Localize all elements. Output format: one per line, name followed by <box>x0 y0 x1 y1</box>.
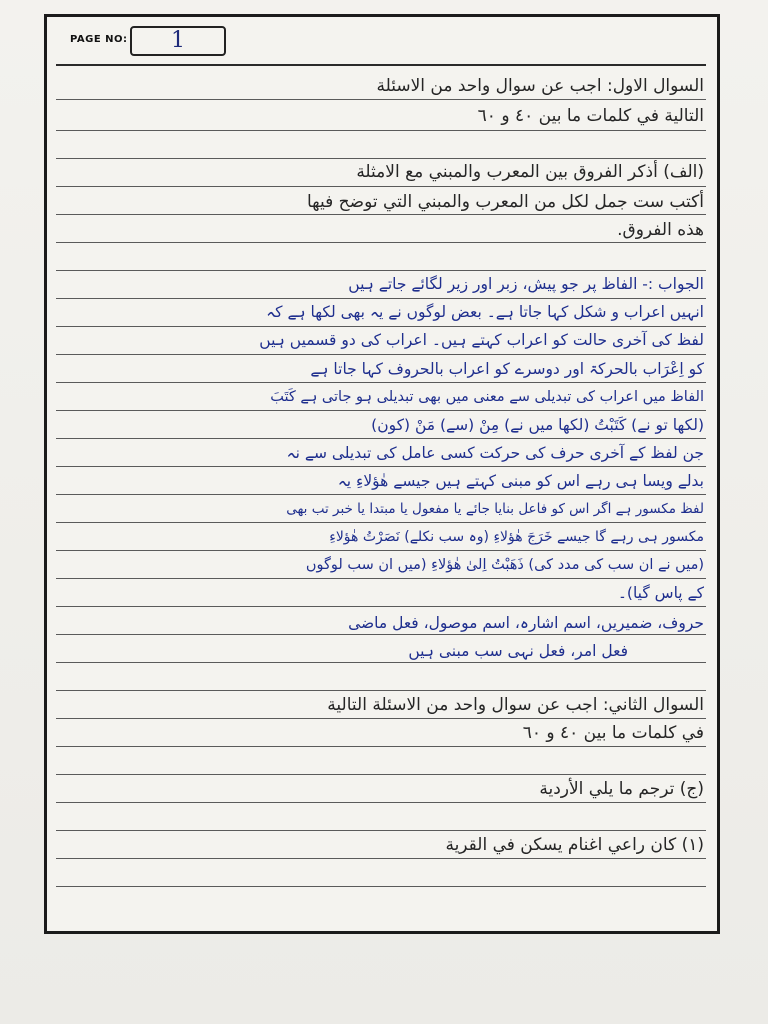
ruled-line <box>56 214 706 215</box>
ruled-line <box>56 550 706 551</box>
page-no-label: PAGE NO: <box>70 34 128 45</box>
ruled-line <box>56 410 706 411</box>
ruled-line <box>56 130 706 131</box>
answer-line: حروف، ضمیریں، اسم اشارہ، اسم موصول، فعل ماضی <box>348 614 704 632</box>
answer-line: (لکھا تو نے) کَتَبْتُ (لکھا میں نے) مِنْ (سے) مَنْ (کون) <box>371 416 704 434</box>
ruled-line <box>56 802 706 803</box>
question1-part-a-line1: (الف) أذكر الفروق بين المعرب والمبني مع الامثلة <box>356 162 704 182</box>
ruled-line <box>56 718 706 719</box>
ruled-line <box>56 858 706 859</box>
question1-part-a-line2: أكتب ست جمل لكل من المعرب والمبني التي توضح فيها <box>307 192 704 212</box>
answer-line: الجواب :- الفاظ پر جو پیش، زبر اور زیر لگائے جاتے ہیں <box>348 275 704 293</box>
ruled-line <box>56 382 706 383</box>
ruled-line <box>56 522 706 523</box>
answer-line: انہیں اعراب و شکل کہا جاتا ہے۔ بعض لوگوں نے یہ بھی لکھا ہے کہ <box>266 303 704 321</box>
ruled-line <box>56 298 706 299</box>
question1-title-line2: التالية في كلمات ما بين ٤٠ و ٦٠ <box>477 106 704 126</box>
ruled-line <box>56 494 706 495</box>
question2-part-c: (ج) ترجم ما يلي الأردية <box>539 779 704 799</box>
question2-title-line1: السوال الثاني: اجب عن سوال واحد من الاسئلة التالية <box>327 695 704 715</box>
question1-title-line1: السوال الاول: اجب عن سوال واحد من الاسئلة <box>376 76 704 96</box>
ruled-line <box>56 158 706 159</box>
answer-line: فعل امر، فعل نہی سب مبنی ہیں <box>408 642 628 660</box>
ruled-line <box>56 466 706 467</box>
answer-line: کو اِعْرَاب بالحرکۃ اور دوسرے کو اعراب بالحروف کہا جاتا ہے <box>310 360 704 378</box>
ruled-line <box>56 438 706 439</box>
ruled-line <box>56 606 706 607</box>
answer-line: لفظ مکسور ہے اگر اس کو فاعل بنایا جائے یا مفعول یا مبتدا یا خبر تب بھی <box>286 501 704 517</box>
ruled-line <box>56 886 706 887</box>
answer-line: لفظ کی آخری حالت کو اعراب کہتے ہیں۔ اعراب کی دو قسمیں ہیں <box>259 331 704 349</box>
ruled-line <box>56 830 706 831</box>
ruled-line <box>56 354 706 355</box>
page-number-box: 1 <box>130 26 226 56</box>
ruled-line <box>56 186 706 187</box>
answer-line: بدلے ویسا ہی رہے اس کو مبنی کہتے ہیں جیسے ھٰؤلاءِ یہ <box>337 472 704 490</box>
ruled-line <box>56 242 706 243</box>
answer-line: کے پاس گیا)۔ <box>617 584 704 602</box>
ruled-line <box>56 690 706 691</box>
answer-line: مکسور ہی رہے گا جیسے خَرَجَ ھٰؤلاءِ (وہ سب نکلے) نَصَرْتُ ھٰؤلاءِ <box>329 529 704 545</box>
answer-line: جن لفظ کے آخری حرف کی حرکت کسی عامل کی تبدیلی سے نہ <box>286 444 704 462</box>
ruled-line <box>56 774 706 775</box>
answer-line: (میں نے ان سب کی مدد کی) ذَھَبْتُ اِلیٰ ھٰؤلاءِ (میں ان سب لوگوں <box>305 557 704 573</box>
ruled-line <box>56 326 706 327</box>
ruled-line <box>56 746 706 747</box>
ruled-line <box>56 270 706 271</box>
question2-part-c-1: (١) كان راعي اغنام يسكن في القرية <box>445 835 704 855</box>
ruled-line <box>56 99 706 100</box>
question1-part-a-line3: هذه الفروق. <box>617 220 704 240</box>
answer-line: الفاظ میں اعراب کی تبدیلی سے معنی میں بھی تبدیلی ہو جاتی ہے کَتَبَ <box>270 389 704 405</box>
question2-title-line2: في كلمات ما بين ٤٠ و ٦٠ <box>522 723 704 743</box>
ruled-line <box>56 64 706 66</box>
ruled-line <box>56 578 706 579</box>
